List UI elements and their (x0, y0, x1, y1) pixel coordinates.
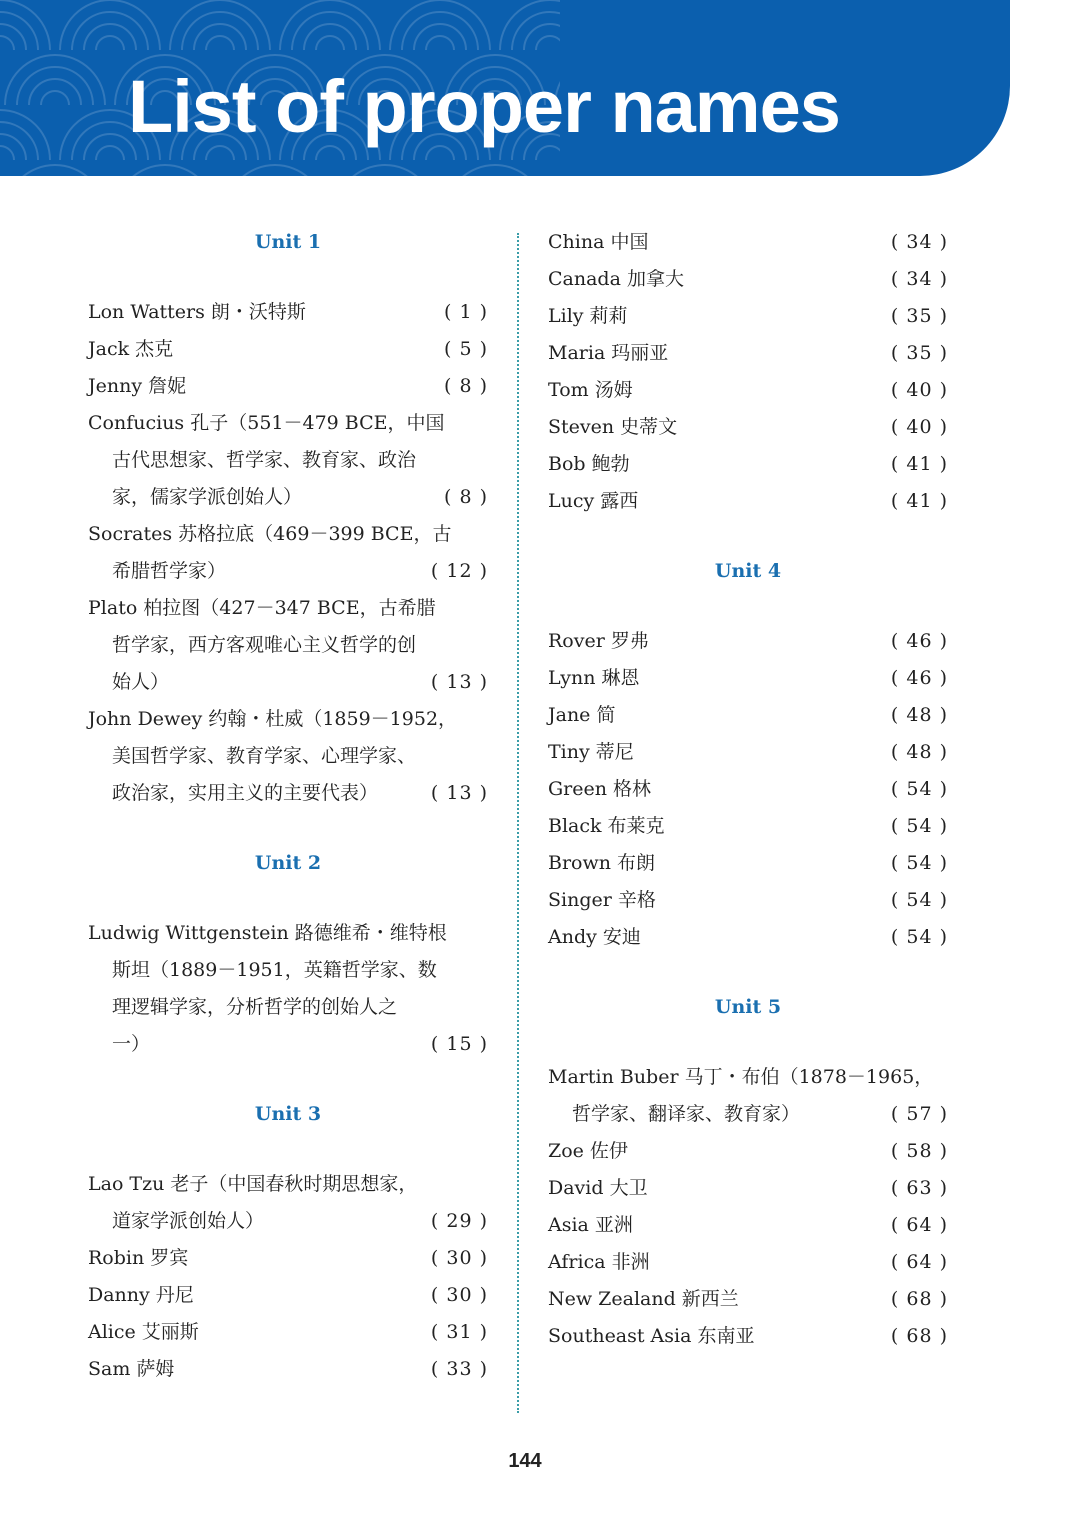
name-entry (88, 405, 488, 516)
entry-text: David 大卫 (548, 1177, 648, 1199)
entry-text: New Zealand 新西兰 (548, 1288, 739, 1310)
name-entry (88, 368, 488, 405)
name-entry (548, 446, 948, 483)
page-reference: ( 30 ) (430, 1284, 488, 1306)
page-reference: ( 8 ) (444, 486, 488, 508)
entry-line (88, 1166, 488, 1203)
page-reference: ( 68 ) (890, 1288, 948, 1310)
entry-line (88, 1314, 488, 1351)
entry-text: China 中国 (548, 231, 649, 253)
entry-line (548, 1318, 948, 1355)
entry-line (548, 697, 948, 734)
page-reference: ( 35 ) (890, 305, 948, 327)
entry-line (548, 1207, 948, 1244)
entry-text: Plato 柏拉图（427－347 BCE，古希腊 (88, 597, 436, 619)
name-entry (88, 294, 488, 331)
name-entry (548, 734, 948, 771)
entry-line (548, 446, 948, 483)
entry-text: 哲学家，西方客观唯心主义哲学的创 (112, 634, 417, 656)
entry-text: Maria 玛丽亚 (548, 342, 669, 364)
page-reference: ( 63 ) (890, 1177, 948, 1199)
name-entry (548, 623, 948, 660)
entry-line (548, 1281, 948, 1318)
entry-text: Black 布莱克 (548, 815, 665, 837)
name-entry (548, 808, 948, 845)
entry-text: 一） (112, 1033, 151, 1055)
entry-line (548, 845, 948, 882)
page-reference: ( 54 ) (890, 889, 948, 911)
page-reference: ( 31 ) (430, 1321, 488, 1343)
entry-line (88, 442, 488, 479)
name-entry (88, 590, 488, 701)
name-entry (548, 1170, 948, 1207)
entry-text: Lily 莉莉 (548, 305, 628, 327)
page-reference: ( 34 ) (890, 268, 948, 290)
name-entry (548, 919, 948, 956)
entry-line (548, 882, 948, 919)
page-reference: ( 1 ) (444, 301, 488, 323)
entry-text: Asia 亚洲 (548, 1214, 633, 1236)
entry-text: Confucius 孔子（551－479 BCE，中国 (88, 412, 445, 434)
entry-text: Lon Watters 朗・沃特斯 (88, 301, 306, 323)
page-reference: ( 41 ) (890, 490, 948, 512)
entry-line (88, 294, 488, 331)
page-reference: ( 15 ) (430, 1033, 488, 1055)
page-reference: ( 40 ) (890, 416, 948, 438)
entry-line (88, 516, 488, 553)
entry-line (548, 335, 948, 372)
entry-line (548, 224, 948, 261)
entry-text: Rover 罗弗 (548, 630, 649, 652)
page-reference: ( 8 ) (444, 375, 488, 397)
name-entry (88, 1240, 488, 1277)
entry-text: Ludwig Wittgenstein 路德维希・维特根 (88, 922, 447, 944)
entry-text: 希腊哲学家） (112, 560, 227, 582)
page-reference: ( 13 ) (430, 782, 488, 804)
entry-text: 政治家，实用主义的主要代表） (112, 782, 379, 804)
entry-text: Brown 布朗 (548, 852, 656, 874)
name-entry (548, 697, 948, 734)
page-reference: ( 64 ) (890, 1214, 948, 1236)
entry-text: Jack 杰克 (88, 338, 174, 360)
entry-line (548, 734, 948, 771)
name-entry (88, 1351, 488, 1388)
entry-text: Jenny 詹妮 (88, 375, 187, 397)
entry-text: 理逻辑学家，分析哲学的创始人之 (112, 996, 398, 1018)
entry-text: Singer 辛格 (548, 889, 656, 911)
entry-line (88, 368, 488, 405)
entry-line (88, 952, 488, 989)
name-entry (548, 372, 948, 409)
entry-text: Tiny 蒂尼 (548, 741, 634, 763)
unit-heading: Unit 3 (254, 1103, 322, 1125)
entry-text: Green 格林 (548, 778, 652, 800)
left-column (88, 224, 488, 1388)
entry-line (88, 1240, 488, 1277)
entry-text: Bob 鲍勃 (548, 453, 630, 475)
name-entry (88, 915, 488, 1063)
entry-line (548, 1133, 948, 1170)
page-title: List of proper names (128, 65, 840, 148)
entry-line (548, 771, 948, 808)
entry-line (88, 738, 488, 775)
page-reference: ( 40 ) (890, 379, 948, 401)
page-reference: ( 58 ) (890, 1140, 948, 1162)
page-reference: ( 48 ) (890, 704, 948, 726)
entry-line (548, 409, 948, 446)
column-divider (517, 233, 519, 1413)
page-reference: ( 30 ) (430, 1247, 488, 1269)
entry-text: Canada 加拿大 (548, 268, 684, 290)
name-entry (548, 1244, 948, 1281)
name-entry (548, 298, 948, 335)
entry-line (88, 1203, 488, 1240)
name-entry (548, 882, 948, 919)
unit-heading: Unit 2 (254, 852, 322, 874)
page-reference: ( 41 ) (890, 453, 948, 475)
entry-text: Zoe 佐伊 (548, 1140, 628, 1162)
page-reference: ( 64 ) (890, 1251, 948, 1273)
name-entry (548, 1207, 948, 1244)
name-entry (88, 701, 488, 812)
entry-text: Lucy 露西 (548, 490, 639, 512)
entry-line (548, 660, 948, 697)
entry-line (548, 261, 948, 298)
entry-line (88, 915, 488, 952)
name-entry (88, 1166, 488, 1240)
entry-text: Tom 汤姆 (548, 379, 633, 401)
entry-line (88, 1351, 488, 1388)
entry-text: John Dewey 约翰・杜威（1859－1952， (88, 708, 458, 730)
page-reference: ( 46 ) (890, 667, 948, 689)
entry-text: Socrates 苏格拉底（469－399 BCE，古 (88, 523, 452, 545)
name-entry (88, 331, 488, 368)
entry-text: 哲学家、翻译家、教育家） (572, 1103, 801, 1125)
entry-text: 道家学派创始人） (112, 1210, 265, 1232)
entry-line (548, 298, 948, 335)
entry-line (88, 1277, 488, 1314)
entry-line (88, 479, 488, 516)
page-reference: ( 48 ) (890, 741, 948, 763)
page-reference: ( 54 ) (890, 778, 948, 800)
entry-line (88, 405, 488, 442)
page-reference: ( 54 ) (890, 852, 948, 874)
entry-line (548, 1170, 948, 1207)
name-entry (88, 516, 488, 590)
page-reference: ( 33 ) (430, 1358, 488, 1380)
name-entry (548, 409, 948, 446)
name-entry (548, 1133, 948, 1170)
header-banner (0, 0, 1010, 176)
name-entry (548, 261, 948, 298)
name-entry (548, 1318, 948, 1355)
page-reference: ( 29 ) (430, 1210, 488, 1232)
name-entry (88, 1277, 488, 1314)
page-reference: ( 54 ) (890, 815, 948, 837)
entry-text: Africa 非洲 (548, 1251, 650, 1273)
unit-heading: Unit 5 (714, 996, 782, 1018)
entry-text: 始人） (112, 671, 170, 693)
entry-line (548, 1096, 948, 1133)
entry-line (88, 1026, 488, 1063)
entry-line (548, 1059, 948, 1096)
name-entry (548, 1059, 948, 1133)
entry-text: Alice 艾丽斯 (88, 1321, 199, 1343)
entry-text: 美国哲学家、教育学家、心理学家、 (112, 745, 417, 767)
entry-text: Martin Buber 马丁・布伯（1878－1965， (548, 1066, 934, 1088)
entry-line (548, 808, 948, 845)
page-reference: ( 57 ) (890, 1103, 948, 1125)
entry-text: Jane 简 (548, 704, 616, 726)
page-reference: ( 34 ) (890, 231, 948, 253)
page-reference: ( 12 ) (430, 560, 488, 582)
page-reference: ( 68 ) (890, 1325, 948, 1347)
entry-line (548, 919, 948, 956)
name-entry (548, 1281, 948, 1318)
entry-line (88, 590, 488, 627)
entry-text: Robin 罗宾 (88, 1247, 189, 1269)
entry-text: 家，儒家学派创始人） (112, 486, 303, 508)
entry-text: Andy 安迪 (548, 926, 641, 948)
page-reference: ( 5 ) (444, 338, 488, 360)
name-entry (88, 1314, 488, 1351)
entry-text: Danny 丹尼 (88, 1284, 194, 1306)
name-entry (548, 845, 948, 882)
entry-text: Lynn 琳恩 (548, 667, 640, 689)
name-entry (548, 660, 948, 697)
page-reference: ( 54 ) (890, 926, 948, 948)
entry-line (88, 664, 488, 701)
unit-heading: Unit 4 (714, 560, 782, 582)
entry-text: Steven 史蒂文 (548, 416, 678, 438)
entry-line (88, 775, 488, 812)
unit-heading: Unit 1 (254, 231, 322, 253)
page-reference: ( 35 ) (890, 342, 948, 364)
name-entry (548, 771, 948, 808)
name-entry (548, 224, 948, 261)
entry-text: Southeast Asia 东南亚 (548, 1325, 755, 1347)
entry-line (548, 623, 948, 660)
name-entry (548, 483, 948, 520)
entry-line (88, 627, 488, 664)
entry-line (548, 1244, 948, 1281)
entry-line (548, 372, 948, 409)
entry-line (88, 553, 488, 590)
entry-line (88, 331, 488, 368)
page-reference: ( 13 ) (430, 671, 488, 693)
entry-text: 斯坦（1889－1951，英籍哲学家、数 (112, 959, 437, 981)
entry-line (88, 701, 488, 738)
entry-text: 古代思想家、哲学家、教育家、政治 (112, 449, 417, 471)
entry-text: Lao Tzu 老子（中国春秋时期思想家， (88, 1173, 418, 1195)
page-number: 144 (508, 1450, 542, 1472)
page-reference: ( 46 ) (890, 630, 948, 652)
entry-line (548, 483, 948, 520)
entry-line (88, 989, 488, 1026)
name-entry (548, 335, 948, 372)
entry-text: Sam 萨姆 (88, 1358, 175, 1380)
right-column (548, 224, 948, 1355)
